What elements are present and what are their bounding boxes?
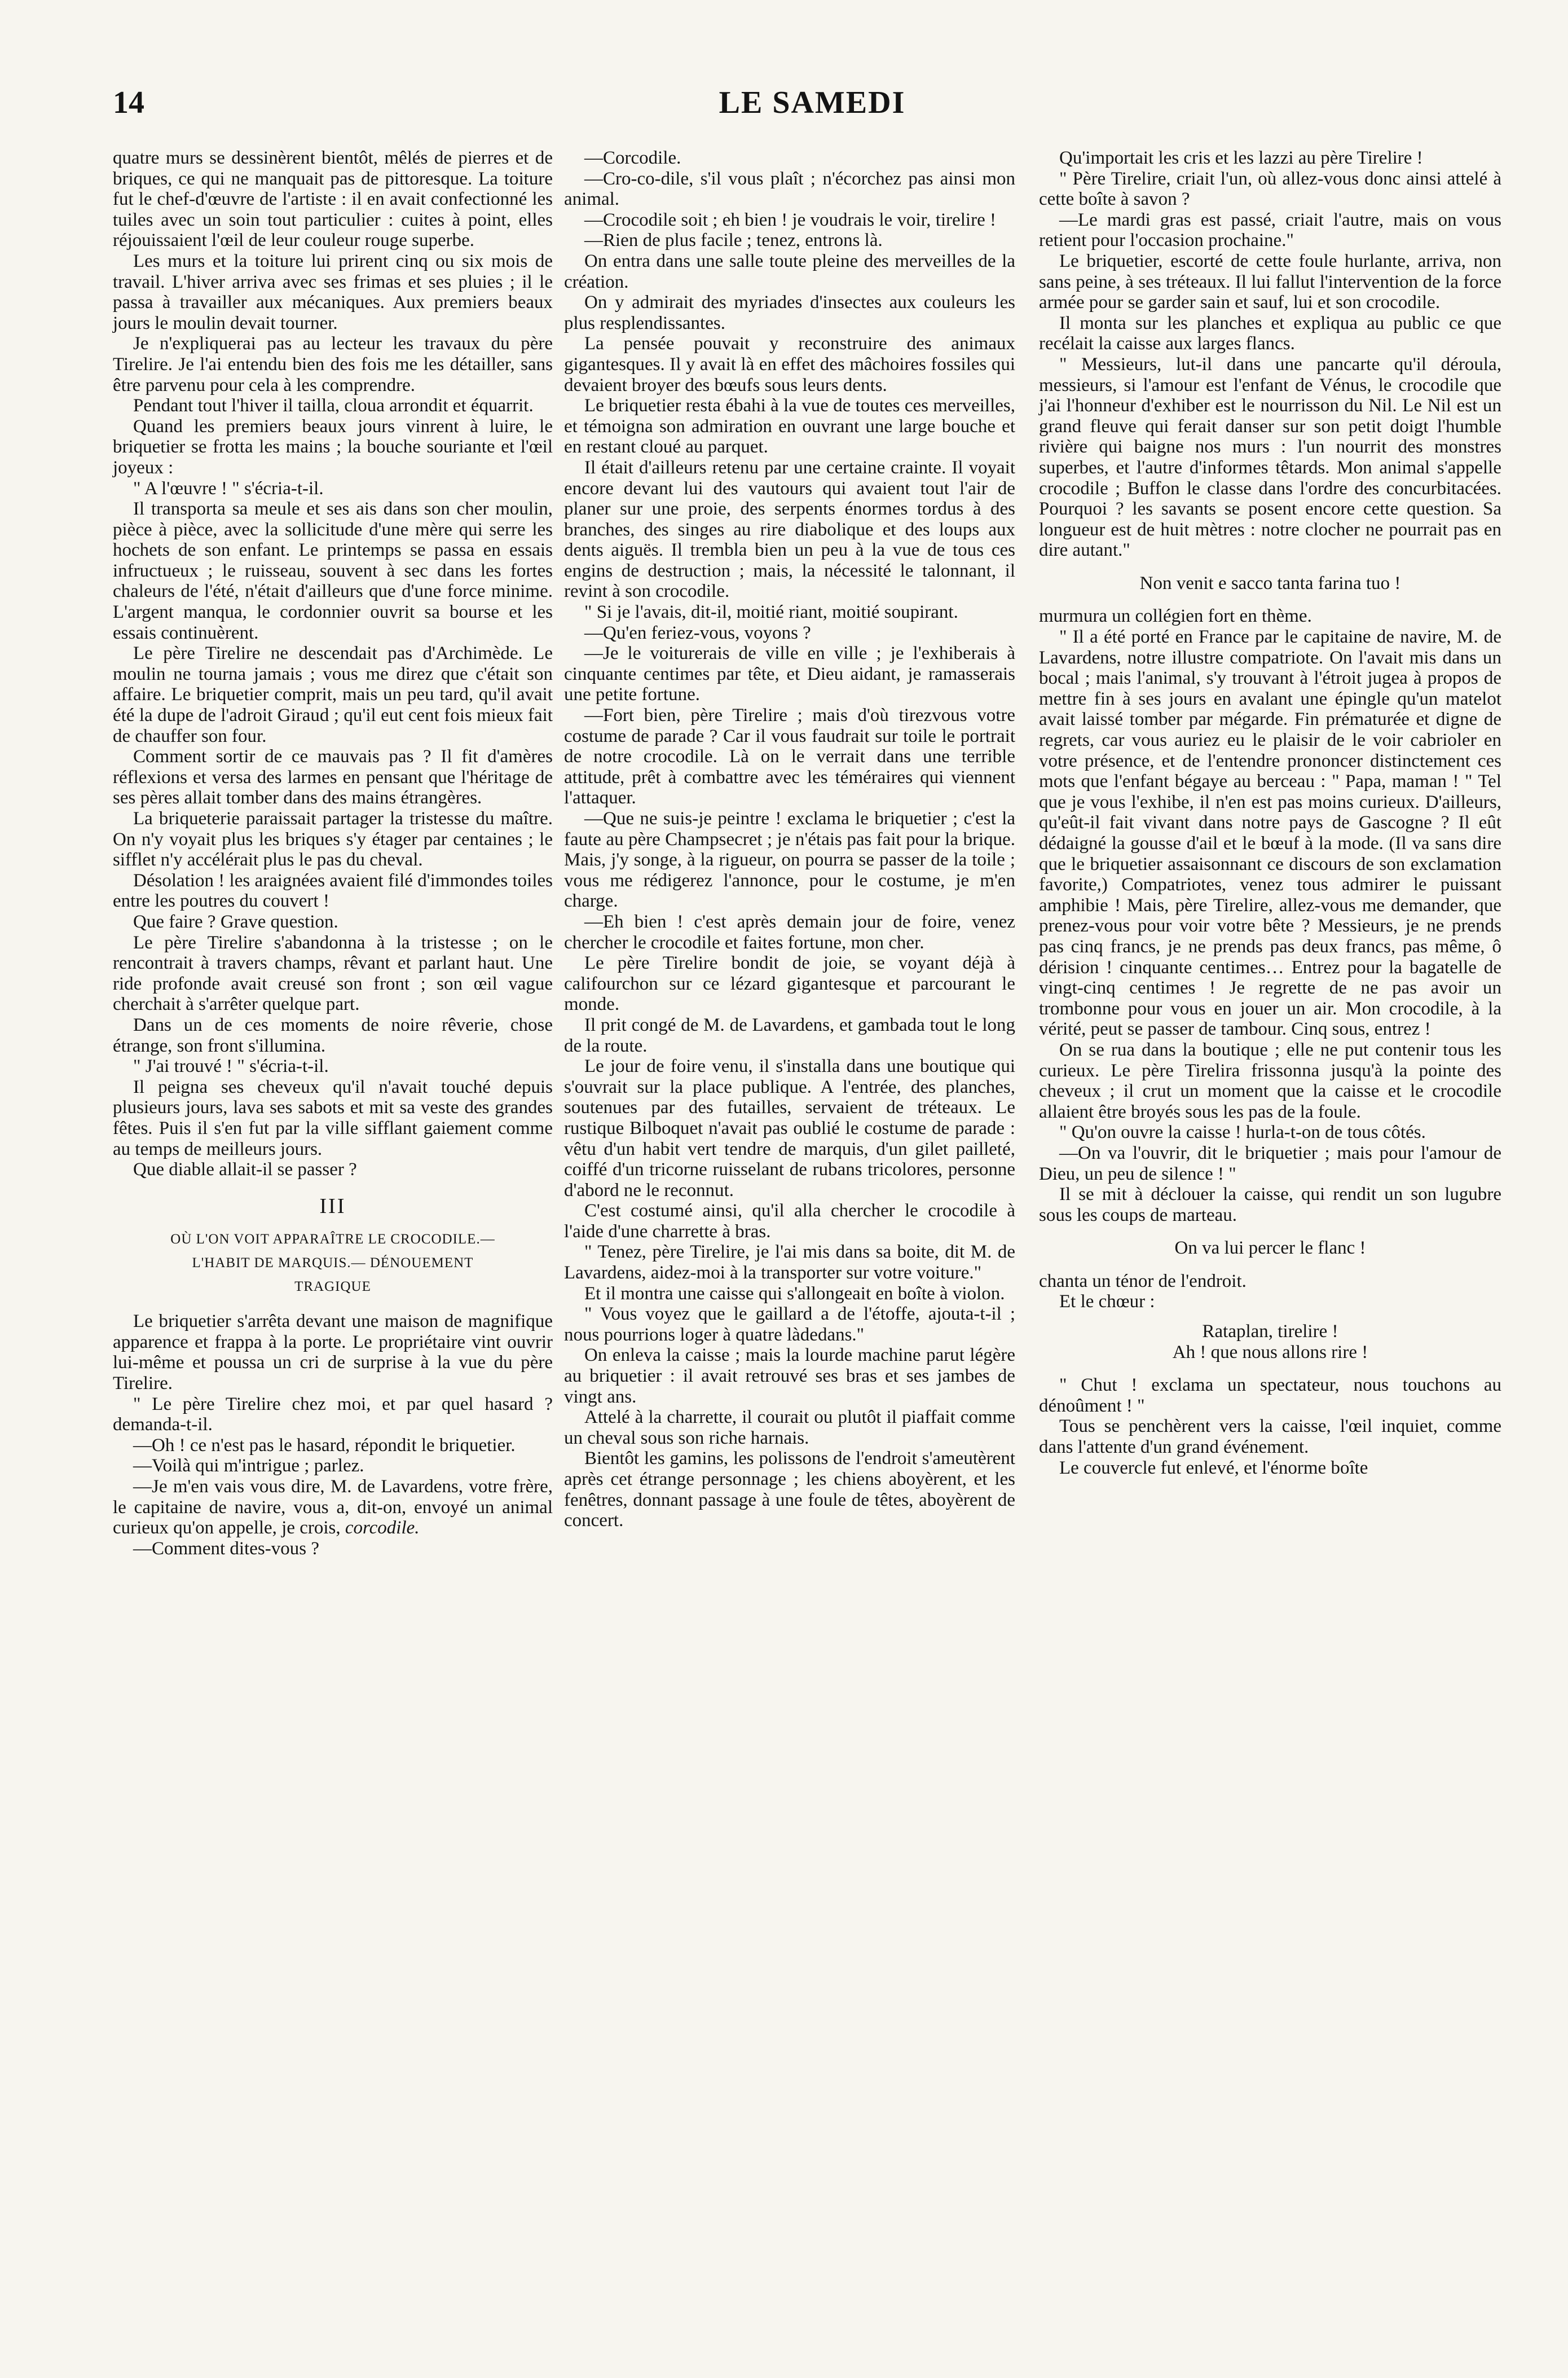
paragraph: Pendant tout l'hiver il tailla, cloua arrondit et équarrit.	[133, 395, 534, 416]
paragraph: " A l'œuvre ! " s'écria-t-il.	[133, 478, 324, 499]
paragraph: —Que ne suis-je peintre ! exclama le briquetier ; c'est la faute au père Champsecret ; je n'étais pas fait pour la brique. Mais, j'y songe, à la rigueur, on pourra se passer de la toile ; vous me rédigerez l'annonce, pour le costume, je m'en charge.	[564, 808, 1015, 912]
column-1	[113, 148, 553, 1559]
paragraph: Le père Tirelire ne descendait pas d'Archimède. Le moulin ne tourna jamais ; vous me direz que c'était son affaire. Le briquetier comprit, mais un peu tard, qu'il avait été la dupe de l'adroit Giraud ; qu'il eut cent fois mieux fait de chauffer son four.	[113, 643, 553, 746]
paragraph: —Rien de plus facile ; tenez, entrons là.	[584, 230, 883, 251]
paragraph: Le couvercle fut enlevé, et l'énorme boîte	[1059, 1457, 1368, 1478]
paragraph: Je n'expliquerai pas au lecteur les travaux du père Tirelire. Je l'ai entendu bien des fois me les détailler, sans être parvenu pour cela à les comprendre.	[113, 333, 553, 395]
paragraph: —On va l'ouvrir, dit le briquetier ; mais pour l'amour de Dieu, un peu de silence ! "	[1039, 1142, 1501, 1184]
paragraph: —Fort bien, père Tirelire ; mais d'où tirezvous votre costume de parade ? Car il vous faudrait sur toile le portrait de notre crocodile. Là on le verrait dans une terrible attitude, prêt à combattre avec les téméraires qui viennent l'attaquer.	[564, 705, 1015, 808]
paragraph: Il prit congé de M. de Lavardens, et gambada tout le long de la route.	[564, 1014, 1015, 1056]
paragraph: La briqueterie paraissait partager la tristesse du maître. On n'y voyait plus les briques s'y étager par centaines ; le sifflet n'y accélérait plus le pas du cheval.	[113, 808, 553, 871]
paragraph: " Chut ! exclama un spectateur, nous touchons au dénoûment ! "	[1039, 1375, 1501, 1416]
paragraph: Il était d'ailleurs retenu par une certaine crainte. Il voyait encore devant lui des vautours qui avaient tout l'air de planer sur une proie, des serpents énormes tordus à des branches, des singes au rire diabolique et des loups aux dents aiguës. Il trembla bien un peu à la vue de tous ces engins de destruction ; mais, la nécessité le talonnant, il revint à son crocodile.	[564, 457, 1015, 602]
song-line: On va lui percer le flanc !	[1174, 1238, 1366, 1259]
paragraph: " Vous voyez que le gaillard a de l'étoffe, ajouta-t-il ; nous pourrions loger à quatre làdedans."	[564, 1304, 1015, 1345]
paragraph: Dans un de ces moments de noire rêverie, chose étrange, son front s'illumina.	[113, 1014, 553, 1056]
paragraph: —Voilà qui m'intrigue ; parlez.	[133, 1456, 364, 1476]
paragraph: Le père Tirelire s'abandonna à la tristesse ; on le rencontrait à travers champs, rêvant et parlant haut. Une ride profonde avait creusé son front ; son œil vague cherchait à s'arrêter quelque part.	[113, 932, 553, 1015]
paragraph: Qu'importait les cris et les lazzi au père Tirelire !	[1059, 148, 1423, 168]
paragraph: Que diable allait-il se passer ?	[133, 1159, 357, 1180]
paragraph: Quand les premiers beaux jours vinrent à luire, le briquetier se frotta les mains ; la bouche souriante et l'œil joyeux :	[113, 416, 553, 478]
paragraph: —Eh bien ! c'est après demain jour de foire, venez chercher le crocodile et faites fortune, mon cher.	[564, 911, 1015, 953]
column-3	[1039, 148, 1501, 1478]
paragraph: C'est costumé ainsi, qu'il alla chercher le crocodile à l'aide d'une charrette à bras.	[564, 1201, 1015, 1242]
paragraph: Bientôt les gamins, les polissons de l'endroit s'ameutèrent après cet étrange personnage ; les chiens aboyèrent, et les fenêtres, donnant passage à une foule de têtes, aboyèrent de concert.	[564, 1448, 1015, 1531]
paragraph: Et le chœur :	[1059, 1291, 1155, 1312]
paragraph: On se rua dans la boutique ; elle ne put contenir tous les curieux. Le père Tirelira frissonna jusqu'à la pointe des cheveux ; il crut un moment que la caisse et le crocodile allaient être broyés sous les pas de la foule.	[1039, 1039, 1501, 1122]
paragraph: —Qu'en feriez-vous, voyons ?	[584, 622, 811, 643]
paragraph: Et il montra une caisse qui s'allongeait en boîte à violon.	[584, 1283, 1005, 1304]
paragraph: Il transporta sa meule et ses ais dans son cher moulin, pièce à pièce, avec la sollicitude d'une mère qui serre les hochets de son enfant. Le printemps se passa en essais infructueux ; le ruisseau, souvent à sec dans les fortes chaleurs de l'été, n'était d'ailleurs que d'une force minime. L'argent manqua, le cordonnier ouvrit sa bourse et les essais continuèrent.	[113, 499, 553, 643]
paragraph: Le jour de foire venu, il s'installa dans une boutique qui s'ouvrait sur la place publique. A l'entrée, des planches, soutenues par des futailles, servaient de tréteaux. Le rustique Bilboquet n'avait pas oublié le costume de parade : vêtu d'un habit vert tendre de marquis, d'un gilet pailleté, coiffé d'un tricorne ruisselant de rubans tricolores, personne d'abord ne le reconnut.	[564, 1056, 1015, 1201]
paragraph: —Le mardi gras est passé, criait l'autre, mais on vous retient pour l'occasion prochaine."	[1039, 209, 1501, 251]
paragraph: —Je le voiturerais de ville en ville ; je l'exhiberais à cinquante centimes par tête, et Dieu aidant, je ramasserais une petite fortune.	[564, 643, 1015, 705]
paragraph: " Qu'on ouvre la caisse ! hurla-t-on de tous côtés.	[1059, 1122, 1426, 1143]
paragraph: —Oh ! ce n'est pas le hasard, répondit le briquetier.	[133, 1435, 516, 1456]
paragraph: Les murs et la toiture lui prirent cinq ou six mois de travail. L'hiver arriva avec ses frimas et ses pluies ; il le passa à travailler aux mécaniques. Aux premiers beaux jours le moulin devait tourner.	[113, 250, 553, 333]
paragraph: " Il a été porté en France par le capitaine de navire, M. de Lavardens, notre illustre compatriote. On l'avait mis dans un bocal ; mais l'animal, s'y trouvant à l'étroit jugea à propos de mettre fin à ses jours en avalant une épingle qu'un matelot avait laissé tomber par mégarde. Fin prématurée et digne de regrets, car vous auriez eu le plaisir de le voir cabrioler en votre présence, et de l'entendre prononcer distinctement ces mots que l'enfant bégaye au berceau : " Papa, maman ! " Tel que je vous l'exhibe, il n'en est pas moins curieux. D'ailleurs, qu'eût-il fait vivant dans notre pays de Gascogne ? Il eût dédaigné la gousse d'ail et le bœuf à la mode. (Il va sans dire que le briquetier assaisonnant ce discours de son exclamation favorite,) Compatriotes, venez tous admirer le puissant amphibie ! Mais, père Tirelire, allez-vous me demander, que prenez-vous pour voir votre bête ? Messieurs, je ne prends pas cinq francs, je ne prends pas deux francs, pas même, ô dérision ! cinquante centimes… Entrez pour la bagatelle de vingt-cinq centimes ! Je regrette de ne pas avoir un trombonne pour vous en jouer un air. Mon crocodile, à la vérité, peut se passer de tambour. Cinq sous, entrez !	[1039, 627, 1501, 1040]
publication-title: LE SAMEDI	[719, 85, 906, 120]
paragraph-text: —Je m'en vais vous dire, M. de Lavardens, votre frère, le capitaine de navire, vous a, dit-on, envoyé un animal curieux qu'on appelle, je crois,	[113, 1476, 553, 1539]
paragraph: —Corcodile.	[584, 148, 681, 168]
italic-word: corcodile.	[345, 1518, 420, 1539]
paragraph: Que faire ? Grave question.	[133, 911, 338, 932]
paragraph: Le briquetier s'arrêta devant une maison de magnifique apparence et frappa à la porte. Le propriétaire vint ouvrir lui-même et poussa un cri de surprise à la vue du père Tirelire.	[113, 1311, 553, 1394]
latin-quote: Non venit e sacco tanta farina tuo !	[1139, 573, 1401, 594]
paragraph: Il peigna ses cheveux qu'il n'avait touché depuis plusieurs jours, lava ses sabots et mit sa veste des grandes fêtes. Puis il s'en fut par la ville sifflant gaiement comme au temps de meilleurs jours.	[113, 1076, 553, 1159]
paragraph: " Tenez, père Tirelire, je l'ai mis dans sa boite, dit M. de Lavardens, aidez-moi à la transporter sur votre voiture."	[564, 1242, 1015, 1283]
paragraph: On entra dans une salle toute pleine des merveilles de la création.	[564, 250, 1015, 292]
chorus-verse	[1039, 1321, 1501, 1362]
paragraph: Le briquetier resta ébahi à la vue de toutes ces merveilles, et témoigna son admiration en ouvrant une large bouche et en restant cloué au parquet.	[564, 395, 1015, 458]
paragraph: " J'ai trouvé ! " s'écria-t-il.	[133, 1056, 329, 1077]
paragraph: " Messieurs, lut-il dans une pancarte qu'il déroula, messieurs, si l'amour est l'enfant de Vénus, le crocodile que j'ai l'honneur d'exhiber est le nourrisson du Nil. Le Nil est un grand fleuve qui ferait danser sur son petit doigt l'humble rivière qui baigne nos murs : l'un nourrit des monstres superbes, et l'autre d'informes têtards. Mon animal s'appelle crocodile ; Buffon le classe dans l'ordre des concurbitacées. Pourquoi ? les savants se posent encore cette question. Sa longueur est de huit mètres : notre clocher ne pourrait pas en dire autant."	[1039, 354, 1501, 561]
chapter-title-line: TRAGIQUE	[294, 1279, 371, 1295]
chapter-number: III	[319, 1194, 346, 1218]
paragraph	[113, 1476, 553, 1539]
paragraph: murmura un collégien fort en thème.	[1039, 606, 1312, 627]
paragraph: La pensée pouvait y reconstruire des animaux gigantesques. Il y avait là en effet des mâchoires fossiles qui devaient broyer des bœufs sous leurs dents.	[564, 333, 1015, 395]
verse-line: Rataplan, tirelire !	[1202, 1321, 1338, 1342]
chapter-title	[113, 1228, 553, 1299]
paragraph: —Comment dites-vous ?	[133, 1538, 319, 1559]
paragraph: " Le père Tirelire chez moi, et par quel hasard ? demanda-t-il.	[113, 1394, 553, 1435]
paragraph: quatre murs se dessinèrent bientôt, mêlés de pierres et de briques, ce qui ne manquait pas de pittoresque. La toiture fut le chef-d'œuvre de l'artiste : il en avait confectionné les tuiles avec un soin tout particulier : cuites à point, elles réjouissaient l'œil de leur couleur rouge superbe.	[113, 148, 553, 251]
paragraph: —Cro-co-dile, s'il vous plaît ; n'écorchez pas ainsi mon animal.	[564, 168, 1015, 210]
paragraph: On enleva la caisse ; mais la lourde machine parut légère au briquetier : il avait retrouvé ses bras et ses jambes de vingt ans.	[564, 1345, 1015, 1407]
paragraph: Il se mit à déclouer la caisse, qui rendit un son lugubre sous les coups de marteau.	[1039, 1184, 1501, 1225]
paragraph: Le père Tirelire bondit de joie, se voyant déjà à califourchon sur ce lézard gigantesque et parcourant le monde.	[564, 953, 1015, 1015]
paragraph: " Père Tirelire, criait l'un, où allez-vous donc ainsi attelé à cette boîte à savon ?	[1039, 168, 1501, 210]
chapter-title-line: L'HABIT DE MARQUIS.— DÉNOUEMENT	[192, 1255, 474, 1271]
paragraph: " Si je l'avais, dit-il, moitié riant, moitié soupirant.	[584, 602, 958, 623]
paragraph: Le briquetier, escorté de cette foule hurlante, arriva, non sans peine, à ses tréteaux. Il lui fallut l'intervention de la force armée pour se garder sain et sauf, lui et son crocodile.	[1039, 250, 1501, 313]
column-2	[564, 148, 1015, 1531]
paragraph: —Crocodile soit ; eh bien ! je voudrais le voir, tirelire !	[584, 209, 996, 230]
paragraph: Attelé à la charrette, il courait ou plutôt il piaffait comme un cheval sous son riche harnais.	[564, 1407, 1015, 1448]
paragraph: On y admirait des myriades d'insectes aux couleurs les plus resplendissantes.	[564, 292, 1015, 333]
chapter-title-line: OÙ L'ON VOIT APPARAÎTRE LE CROCODILE.—	[170, 1232, 495, 1247]
paragraph: chanta un ténor de l'endroit.	[1039, 1271, 1247, 1291]
paragraph: Tous se penchèrent vers la caisse, l'œil inquiet, comme dans l'attente d'un grand événement.	[1039, 1416, 1501, 1458]
verse-line: Ah ! que nous allons rire !	[1172, 1342, 1368, 1362]
paragraph: Comment sortir de ce mauvais pas ? Il fit d'amères réflexions et versa des larmes en pensant que l'héritage de ses pères allait tomber dans des mains étrangères.	[113, 746, 553, 808]
page-header	[113, 85, 1512, 130]
paragraph: Il monta sur les planches et expliqua au public ce que recélait la caisse aux larges flancs.	[1039, 313, 1501, 354]
paragraph: Désolation ! les araignées avaient filé d'immondes toiles entre les poutres du couvert !	[113, 870, 553, 912]
page-number: 14	[113, 85, 144, 120]
